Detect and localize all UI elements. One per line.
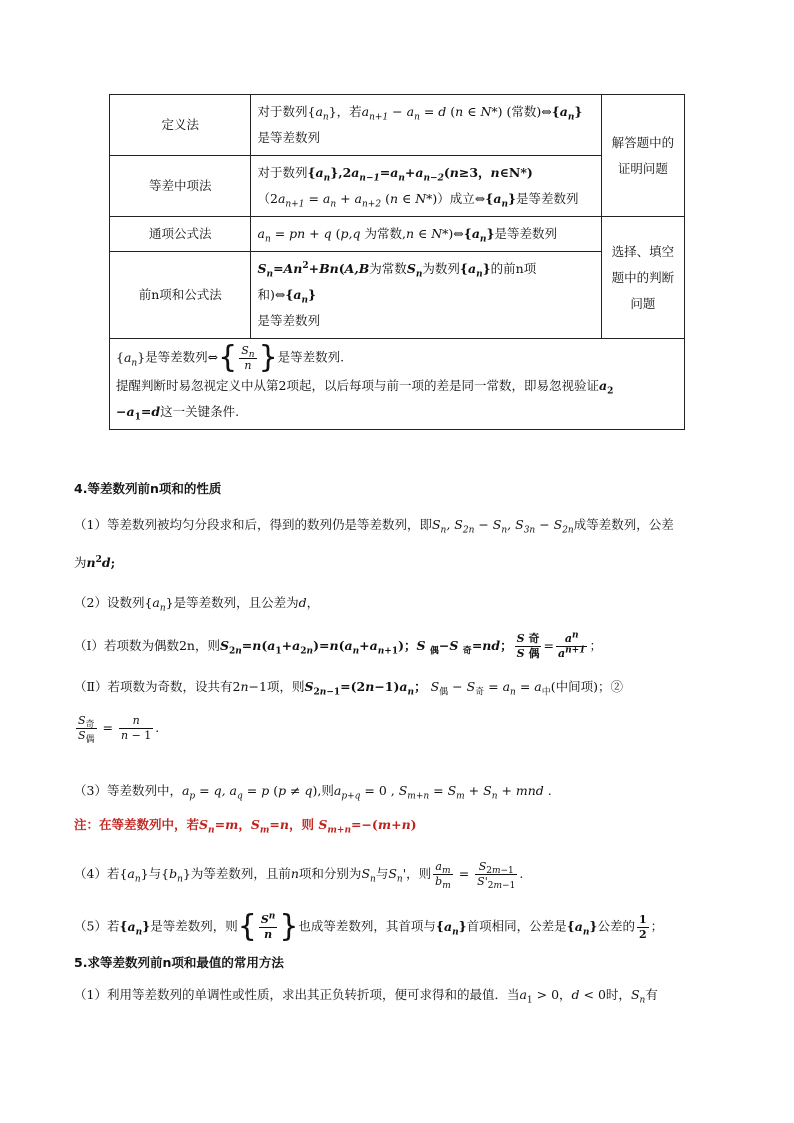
para-text: ,则 <box>317 783 334 798</box>
property-1-cont: 为$n^2d$; <box>74 554 116 570</box>
desc-text: 为常数 <box>369 261 407 276</box>
property-2-even: （Ⅰ）若项数为偶数2n，则$S_{2n}=n(a_1+a_{2n})=n(a_n+a_{n+1})$；S $_偶$−S $_奇$=nd； $\frac{\text{S 奇}}{\text{S 偶}}$ = $\frac{a^n}{a^{n+1}}$ ； <box>74 630 602 660</box>
method-desc: $a_n$ = pn + q (p,q 为常数,n ∈ $N*)\Leftrightarrow\{a_n\}$是等差数列 <box>251 217 601 252</box>
note-cell: $\{a_n\}$是等差数列⇔{ $\frac{S_n}{n}$ }是等差数列. 提醒判断时易忽视定义中从第2项起，以后每项与前一项的差是同一常数，即易忽视验证$a_2$ $-a_1=d$这一关键条件. <box>110 339 685 430</box>
para-text: 项和分别为 <box>298 866 362 881</box>
para-text: 成等差数列，公差 <box>573 517 674 532</box>
desc-text: 是等差数列 <box>516 191 579 206</box>
para-text: （5）若 <box>74 918 120 934</box>
para-text: 为 <box>74 555 87 570</box>
usage-cell: 选择、填空题中的判断问题 <box>601 217 684 339</box>
para-text: (中间项)；② <box>550 679 623 694</box>
para-text: 有 <box>645 987 658 1002</box>
para-text: 也成等差数列，其首项与 <box>298 918 436 934</box>
para-text: 为等差数列，且前 <box>190 866 291 881</box>
note-text: 这一关键条件. <box>160 404 240 419</box>
section-5-title <box>74 952 734 974</box>
desc-text: 是等差数列 <box>257 313 320 328</box>
desc-text: ，若 <box>336 104 362 119</box>
section-4-title: 4.等差数列前n项和的性质 <box>74 481 222 496</box>
method-name: 前n项和公式法 <box>110 252 251 339</box>
property-2-odd-ratio: $\frac{S_奇}{S_偶}$ = $\frac{n}{n - 1}$ . <box>78 714 160 746</box>
property-3: （3）等差数列中，$a_p = q$, $a_q = p$ (p ≠ q),则$a_{p+q} = 0$ , $S_{m+n} = S_m + S_n$ + mnd . <box>74 783 552 802</box>
note-text: 提醒判断时易忽视定义中从第2项起，以后每项与前一项的差是同一常数，即易忽视验证 <box>116 378 599 393</box>
para-text: 是等差数列，且公差为 <box>173 595 299 610</box>
method-desc: $S_n=An^2+Bn(A,B$为常数$S_n$为数列$\{a_n\}$的前n项和)$\Leftrightarrow\{a_n\}$ 是等差数列 <box>251 252 601 339</box>
desc-text: 是等差数列 <box>257 130 320 145</box>
para-text: （3）等差数列中， <box>74 783 182 798</box>
para-text: （2）设数列 <box>74 595 145 610</box>
para-text: 首项相同，公差是 <box>466 918 567 934</box>
property-2: （2）设数列$\{a_n\}$是等差数列，且公差为d， <box>74 595 320 614</box>
para-text: （1）利用等差数列的单调性或性质，求出其正负转折项，便可求得和的最值．当 <box>74 987 520 1002</box>
para-text: （4）若 <box>74 866 120 881</box>
para-text: 与 <box>148 866 162 881</box>
desc-text: 为数列 <box>422 261 460 276</box>
property-1: （1）等差数列被均匀分段求和后，得到的数列仍是等差数列，即$S_n$, $S_{2n} - S_n$, $S_{3n} - S_{2n}$成等差数列，公差 <box>74 517 674 536</box>
usage-cell: 解答题中的证明问题 <box>601 95 684 217</box>
desc-text: (常数)⇔ <box>506 104 552 119</box>
desc-text: 为常数, <box>364 226 406 241</box>
desc-text: 成立⇔ <box>449 191 486 206</box>
desc-text: 对于数列 <box>257 104 308 119</box>
desc-text: 对于数列 <box>257 165 308 180</box>
method-name: 通项公式法 <box>110 217 251 252</box>
para-text: （1）等差数列被均匀分段求和后，得到的数列仍是等差数列，即 <box>74 517 432 532</box>
section-5-title-text: 5.求等差数列前n项和最值的常用方法 <box>74 955 284 970</box>
table-row <box>110 339 685 430</box>
note-text: 是等差数列⇔ <box>145 349 219 365</box>
para-text: 是等差数列，则 <box>150 918 238 934</box>
property-2-odd: （Ⅱ）若项数为奇数，设共有2n−1项，则$S_{2n-1}=(2n-1)a_n$； $S_偶 - S_奇 = a_n = a_中$(中间项)；② <box>74 679 623 698</box>
para-text: 公差的 <box>597 918 635 934</box>
method-name: 等差中项法 <box>110 156 251 217</box>
method-desc: 对于数列$\{a_n\},2a_{n-1}=a_n+a_{n-2}(n\ge 3$，n∈N*) （$2a_{n+1} = a_n + a_{n+2}$ (n ∈ N*)）成立$\Leftrightarrow\{a_n\}$是等差数列 <box>251 156 601 217</box>
desc-text: 是等差数列 <box>494 226 558 241</box>
methods-table <box>109 94 685 430</box>
table-row <box>110 252 685 339</box>
table-row <box>110 95 685 156</box>
para-text: （Ⅱ）若项数为奇数，设共有 <box>74 679 233 694</box>
property-4: （4）若$\{a_n\}$与$\{b_n\}$为等差数列，且前n项和分别为$S_n$与$S_n'$，则 $\frac{a_m}{b_m}$ = $\frac{S_{2m-1}}{S'_{2m-1}}$ . <box>74 860 524 892</box>
note-text: 是等差数列. <box>277 349 345 365</box>
table-row <box>110 156 685 217</box>
para-text: 时， <box>605 987 631 1002</box>
section-5-para: （1）利用等差数列的单调性或性质，求出其正负转折项，便可求得和的最值．当$a_1 > 0$，d < 0时，$S_n$有 <box>74 987 658 1006</box>
para-text: 项，则 <box>266 679 305 694</box>
property-3-note: 注：在等差数列中，若$S_n=m$，$S_m=n$，则 $S_{m+n}=-(m+n)$ <box>74 817 417 836</box>
desc-text: 的前n项和)⇔ <box>257 261 537 302</box>
para-text: 与 <box>375 866 389 881</box>
para-text: ，则 <box>406 866 432 881</box>
method-desc: 对于数列$\{a_n\}$，若$a_{n+1} - a_n = d$ (n ∈ N*) (常数)$\Leftrightarrow\{a_n\}$ 是等差数列 <box>251 95 601 156</box>
property-5: （5）若$\{a_n\}$是等差数列，则{ $\frac{S^n}{n}$ }也成等差数列，其首项与$\{a_n\}$首项相同，公差是$\{a_n\}$公差的 $\frac{1}{2}$ ； <box>74 909 664 944</box>
table-row <box>110 217 685 252</box>
para-text: （Ⅰ）若项数为偶数2n，则 <box>74 638 220 653</box>
method-name: 定义法 <box>110 95 251 156</box>
note-red-text: 注：在等差数列中，若 <box>74 817 200 832</box>
